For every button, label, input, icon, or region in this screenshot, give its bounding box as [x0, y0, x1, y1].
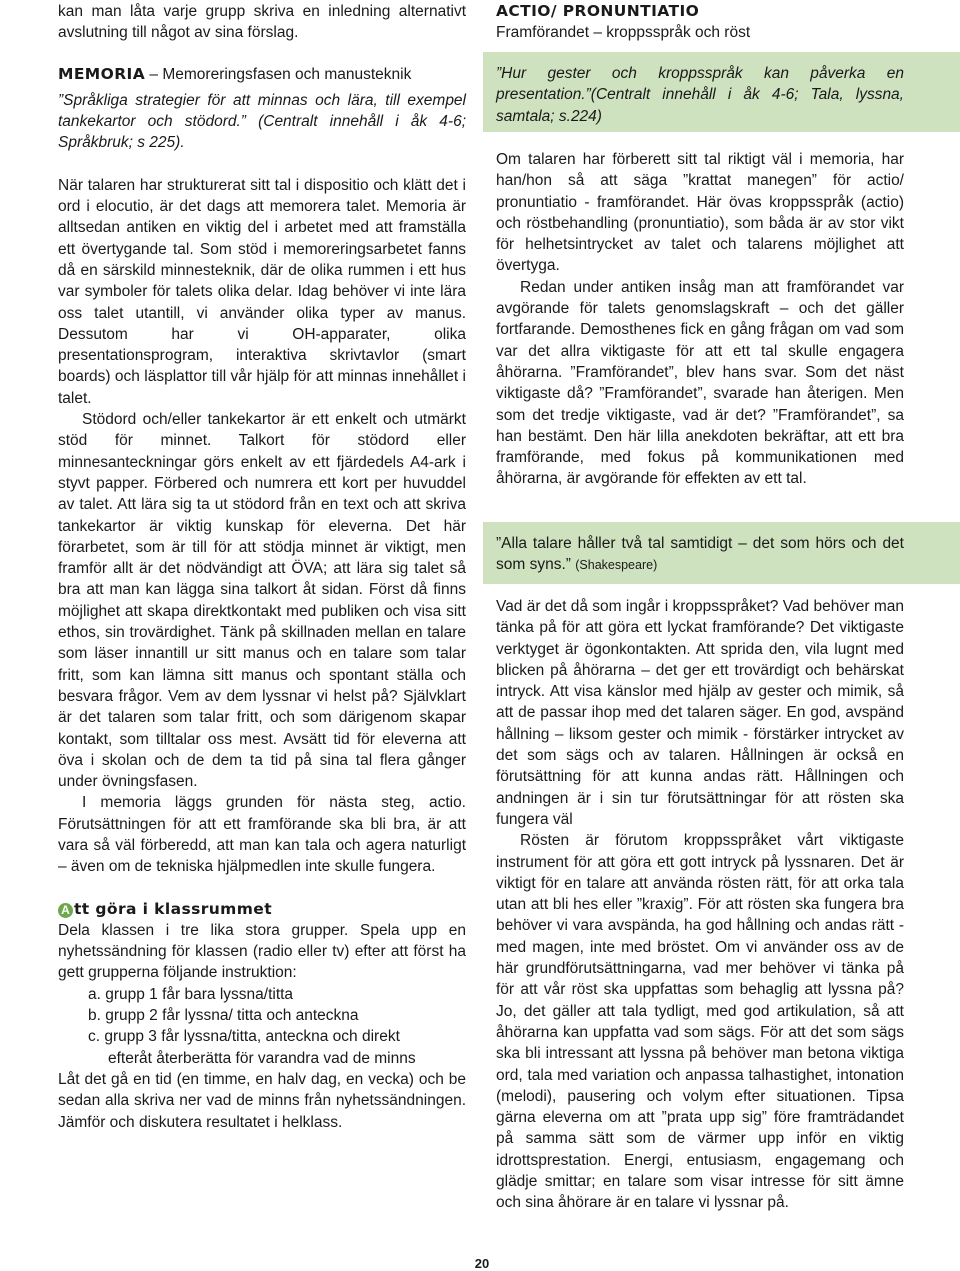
- memoria-heading-line: [58, 64, 466, 85]
- right-column: [496, 0, 904, 44]
- shakespeare-attribution: (Shakespeare): [575, 558, 658, 573]
- activity-outro: Låt det gå en tid (en timme, en halv dag, en vecka) och be sedan alla skriva ner vad de minns från nyhetssändningen. Jämför och diskutera resultatet i helklass.: [58, 1070, 466, 1131]
- actio-body-lower: [496, 596, 904, 1214]
- memoria-quote: ”Språkliga strategier för att minnas och lära, till exempel tankekartor och stödord.” (Centralt innehåll i åk 4-6; Språkbruk; s 225).: [58, 91, 466, 152]
- actio-subtitle: Framförandet – kroppsspråk och röst: [496, 24, 751, 42]
- activity-item-b: b. grupp 2 får lyssna/ titta och anteckna: [88, 1007, 359, 1025]
- shakespeare-quote-box: [483, 522, 960, 584]
- memoria-subtitle: – Memoreringsfasen och manusteknik: [145, 65, 412, 83]
- activity-item-a: a. grupp 1 får bara lyssna/titta: [88, 985, 294, 1003]
- actio-quote: ”Hur gester och kroppsspråk kan påverka en presentation.”(Centralt innehåll i åk 4-6; Tala, lyssna, samtala; s.224): [496, 65, 904, 125]
- activity-item-c: c. grupp 3 får lyssna/titta, anteckna och direkt: [88, 1028, 400, 1046]
- memoria-paragraph-1: När talaren har strukturerat sitt tal i dispositio och klätt det i ord i elocutio, är det dags att memorera talet. Memoria är alltsedan antiken en viktig del i arbetet med att framställa ett övertygande tal. Som stöd i memoreringsarbetet fanns då en särskild minnesteknik, där de olika rummen i ett hus var symboler för talets olika delar. Idag behöver vi inte lära oss talet utantill, vi använder olika typer av manus. Dessutom har vi OH-apparater, olika presentationsprogram, interaktiva skrivtavlor (smart boards) och läsplattor till vår hjälp för att minnas innehållet i talet.: [58, 176, 466, 407]
- page-number: 20: [474, 1256, 490, 1271]
- left-column: [58, 0, 466, 1133]
- activity-badge-icon: A: [58, 903, 73, 918]
- intro-text: kan man låta varje grupp skriva en inledning alternativt avslutning till något av sina förslag.: [58, 3, 466, 42]
- actio-paragraph-1: Om talaren har förberett sitt tal riktigt väl i memoria, har han/hon så att säga ”krattat manegen” för actio/ pronuntiatio - framförandet. Här övas kroppsspråk (actio) och röstbehandling (pronuntiatio), som båda är av stor vikt för helhetsintrycket av talet och talarens möjlighet att övertyga.: [496, 151, 904, 275]
- shakespeare-quote-text: ”Alla talare håller två tal samtidigt – det som hörs och det som syns.”: [496, 535, 904, 574]
- actio-paragraph-2: Redan under antiken insåg man att framförandet var avgörande för talets genomslagskraft – och det gäller fortfarande. Demosthenes fick en gång frågan om vad som var det allra viktigaste för att ett tal skulle engagera åhörarna. ”Framförandet”, blev hans svar. Som det näst viktigaste då? ”Framförandet”, svarade han återigen. Men som det tredje viktigaste, vad är det? ”Framförandet”, sa han bestämt. Den här lilla anekdoten bekräftar, att ett bra framförande, med fokus på kommunikationen med åhörarna, är avgörande för effekten av ett tal.: [496, 278, 904, 488]
- actio-paragraph-3: Vad är det då som ingår i kroppsspråket? Vad behöver man tänka på för att göra ett lyckat framförande? Det viktigaste verktyget är ögonkontakten. Att sprida den, vila lugnt med blicken på åhörarna – det ger ett trovärdigt och behärskat intryck. Att visa känslor med hjälp av gester och mimik, så att de passar ihop med det talaren säger. En god, avspänd hållning – liksom gester och mimik - förstärker intrycket av det som sägs och av talaren. Hållningen är också en förutsättning för att kunna andas rätt. Hållningen och andningen är i sin tur förutsättningar för att rösten ska fungera väl: [496, 598, 904, 828]
- memoria-paragraph-2: Stödord och/eller tankekartor är ett enkelt och utmärkt stöd för minnet. Talkort för stödord eller minnesanteckningar görs enkelt av ett fjärdedels A4-ark i styvt papper. Förbered och numrera ett kort per huvuddel av talet. Att lära sig ta ut stödord från en text och att skriva tankekartor är viktig kunskap för eleverna. Det här förarbetet, som är till för att stödja minnet är viktigt, men framför allt är det nödvändigt att ÖVA; att lära sig talet så bra att man kan lägga sina talkort åt sidan. Först då finns möjlighet att skapa direktkontakt med publiken och visa sitt ethos, sin trovärdighet. Tänk på skillnaden mellan en talare som läser innantill ur sitt manus och en talare som talar fritt, som kan lämna sitt manus och spontant ställa och besvara frågor. Vem av dem lyssnar vi helst på? Självklart är det talaren som talar fritt, och som därigenom skapar kontakt, som tilltalar oss mest. Avsätt tid för eleverna att öva i skolan och de dem ta tid på sina tal flera gånger under övningsfasen.: [58, 411, 466, 791]
- activity-heading: tt göra i klassrummet: [74, 899, 273, 918]
- shakespeare-quote: [496, 533, 904, 577]
- actio-paragraph-4: Rösten är förutom kroppsspråket vårt viktigaste instrument för att göra ett gott intryck på lyssnaren. Det är viktigt för en talare att använda rösten rätt, för att orka tala utan att bli hes eller ”kraxig”. För att rösten ska fungera bra behöver vi vara avspända, ha god hållning och andas rätt - med magen, inte med bröstet. Om vi använder oss av de här grundförutsättningarna, vad mer behöver vi tänka på för att vår röst ska uppfattas som behaglig att lyssna på? Jo, det gäller att tala tydligt, med god artikulation, så att åhörarna kan uppfatta vad som sägs. För att det som sägs ska bli intressant att lyssna på behöver man betona viktiga ord, tala med variation och anpassa talhastighet, intonation (melodi), pausering och volym efter situationen. Tipsa gärna eleverna om att ”prata upp sig” före framträdandet på samma sätt som de värmer upp inför en viktig idrottsprestation. Energi, entusiasm, engagemang och glädje smittar; en talare som visar intresse för sitt ämne och sina åhörare är en talare vi lyssnar på.: [496, 832, 904, 1212]
- memoria-paragraph-3: I memoria läggs grunden för nästa steg, actio. Förutsättningen för att ett framförande ska bli bra, är att vara så väl förberedd, att man kan tala och agera naturligt – även om de tekniska hjälpmedlen inte skulle fungera.: [58, 794, 466, 876]
- actio-quote-box: [483, 52, 960, 132]
- activity-item-c-continued: efteråt återberätta för varandra vad de minns: [108, 1049, 416, 1067]
- memoria-heading: MEMORIA: [58, 64, 146, 83]
- activity-intro: Dela klassen i tre lika stora grupper. Spela upp en nyhetssändning för klassen (radio eller tv) efter att först ha gett grupperna följande instruktion:: [58, 921, 466, 982]
- actio-body-upper: [496, 149, 904, 490]
- actio-heading: ACTIO/ PRONUNTIATIO: [496, 2, 700, 20]
- activity-heading-line: [58, 899, 466, 920]
